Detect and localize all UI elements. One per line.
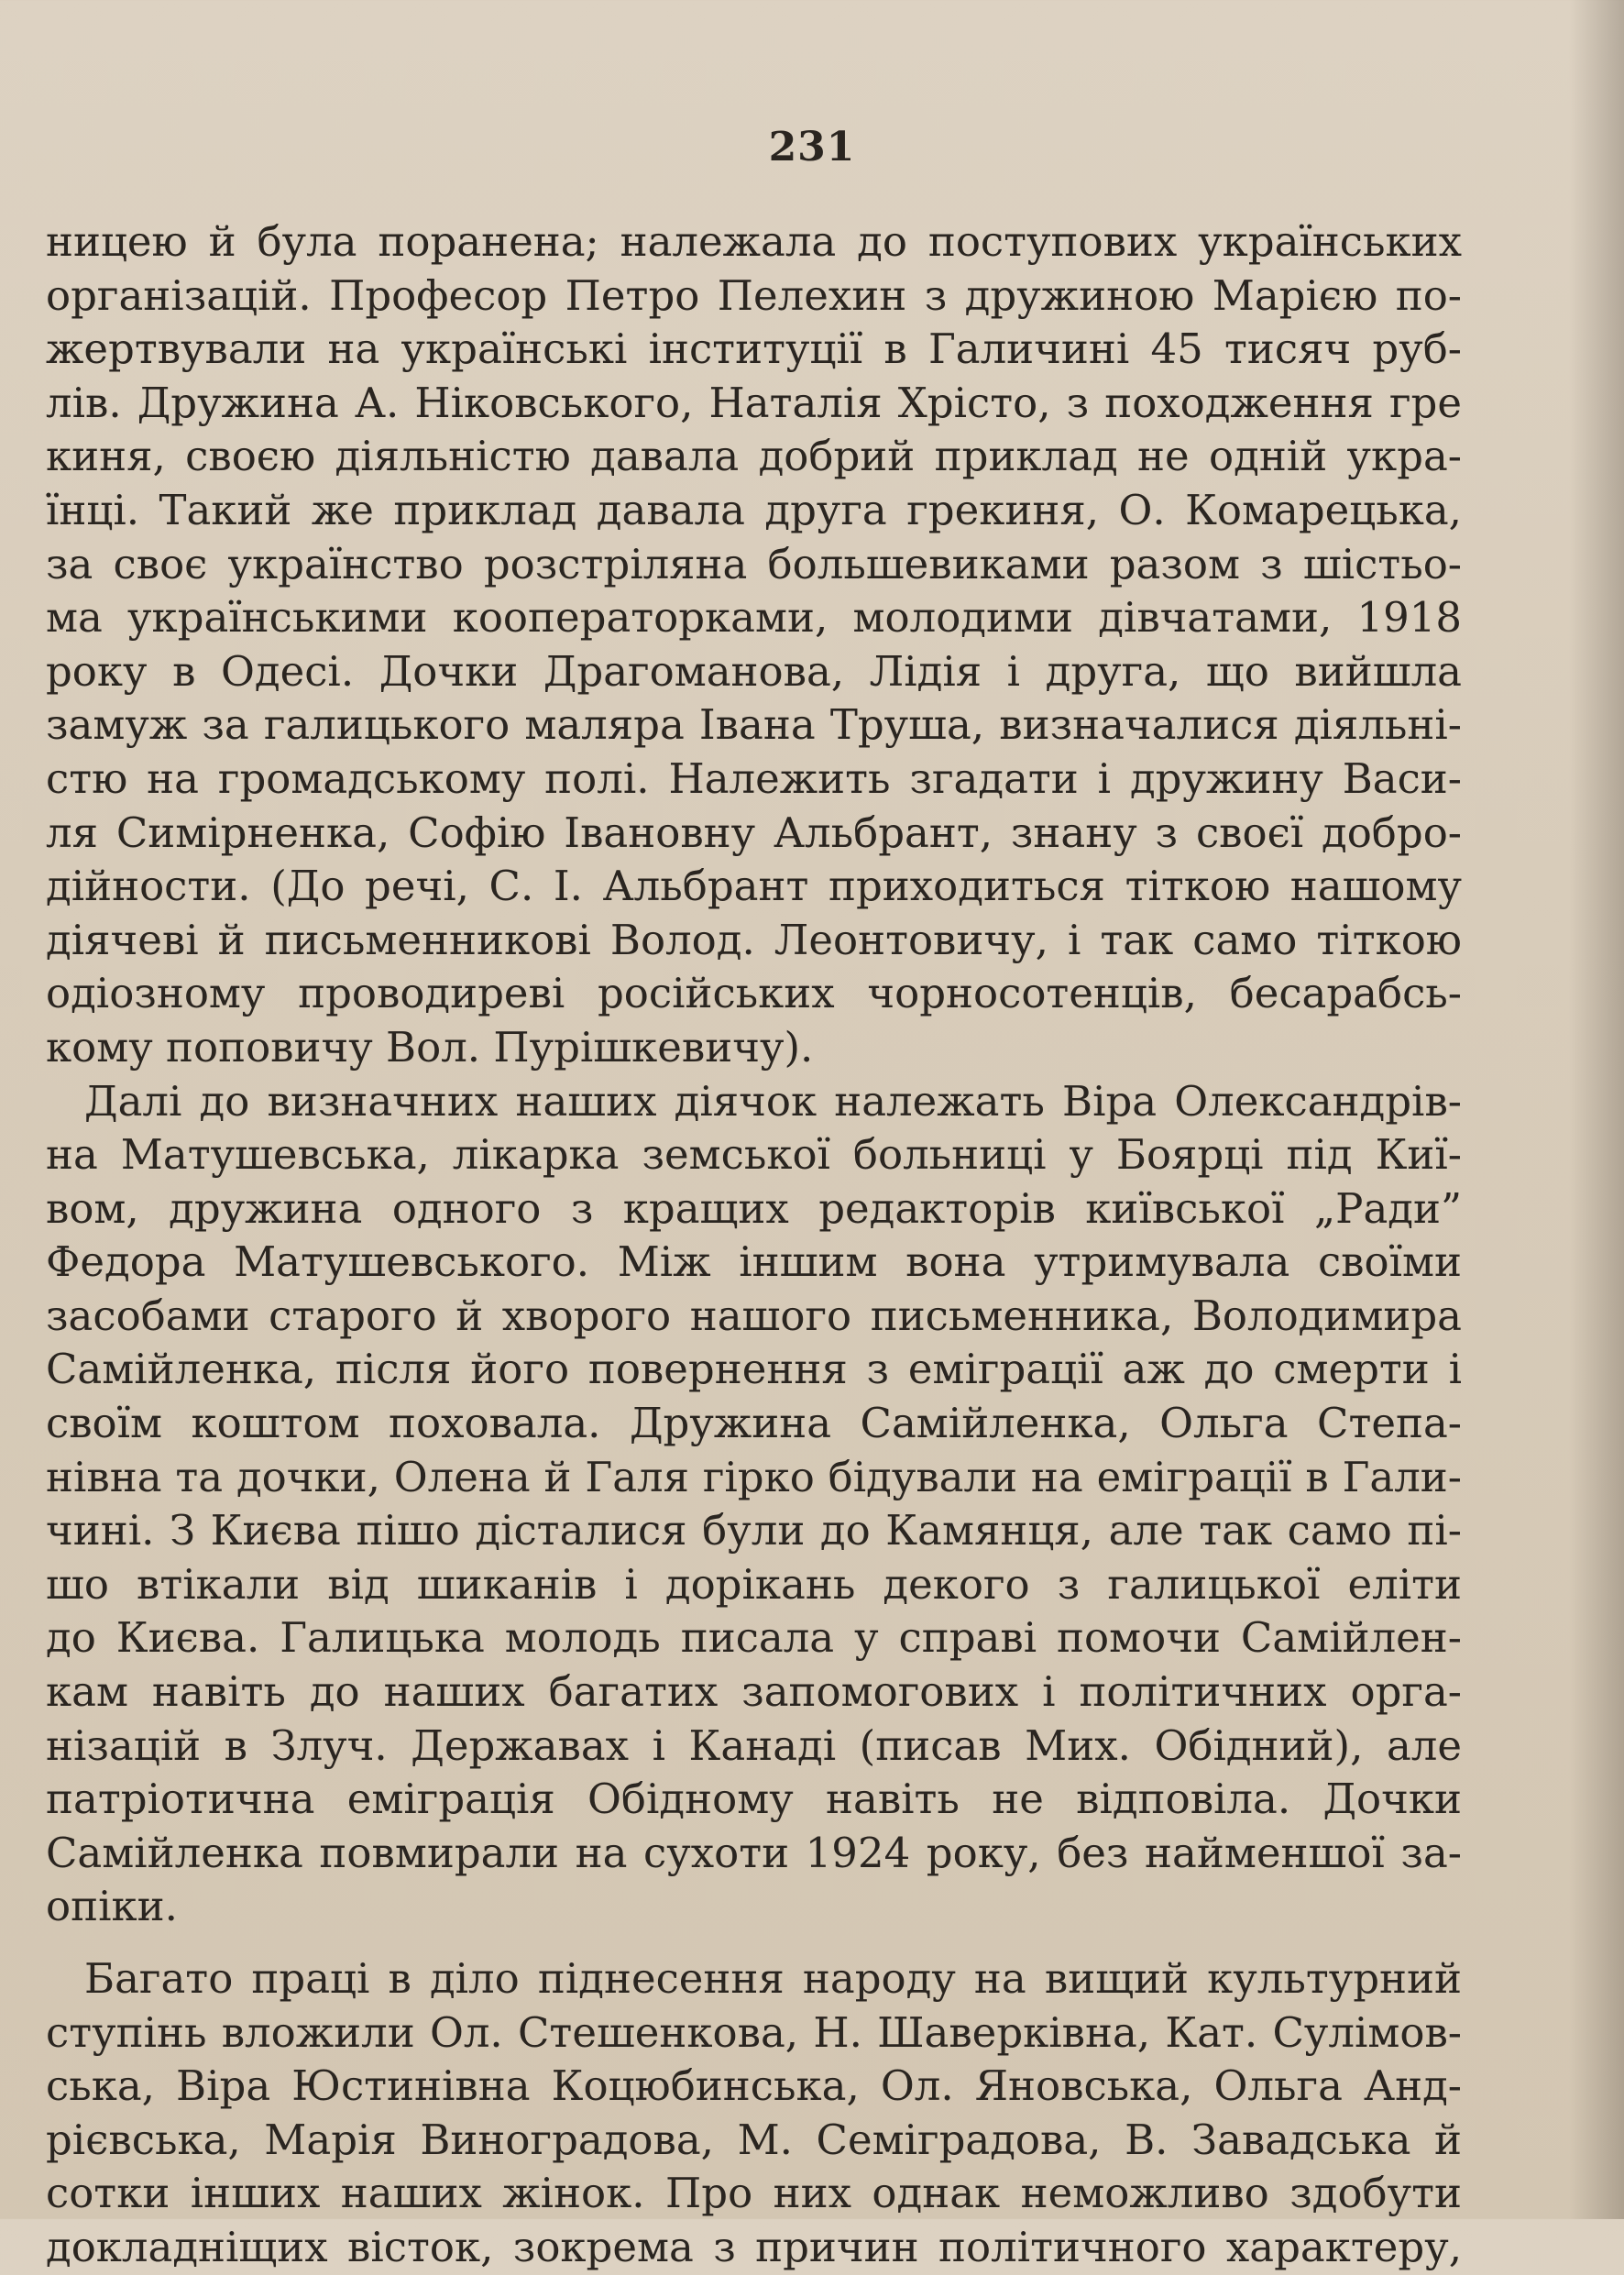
text-line: ступінь вложили Ол. Стешенкова, Н. Шаверківна, Кат. Сулімов- [46,2007,1462,2057]
text-line: за своє українство розстріляна большевиками разом з шістьо- [46,539,1462,588]
text-line: Далі до визначних наших діячок належать Віра Олександрів- [84,1076,1462,1126]
text-line: жертвували на українські інституції в Галичині 45 тисяч руб- [46,324,1462,374]
page-number: 231 [768,124,856,170]
text-line: кому поповичу Вол. Пурішкевичу). [46,1022,814,1072]
text-line: до Києва. Галицька молодь писала у справі помочи Самійлен- [46,1613,1462,1663]
text-line: стю на громадському полі. Належить згадати і дружину Васи- [46,753,1462,803]
text-line: нізацій в Злуч. Державах і Канаді (писав Мих. Обідний), але [46,1720,1462,1770]
paragraph [46,1952,1462,2275]
text-line: їнці. Такий же приклад давала друга грекиня, О. Комарецька, [46,485,1462,534]
text-line: опіки. [46,1882,178,1931]
text-line: Федора Матушевського. Між іншим вона утримувала своїми [46,1237,1462,1287]
text-line: своїм коштом поховала. Дружина Самійленка, Ольга Степа- [46,1399,1462,1448]
paragraph-gap [46,1934,1462,1952]
text-line: засобами старого й хворого нашого письменника, Володимира [46,1291,1462,1340]
text-line: ницею й була поранена; належала до поступових українських [46,217,1462,266]
text-line: діячеві й письменникові Волод. Леонтовичу, і так само тіткою [46,915,1462,964]
text-line: року в Одесі. Дочки Драгоманова, Лідія і друга, що вийшла [46,646,1462,696]
text-line: замуж за галицького маляра Івана Труша, визначалися діяльні- [46,700,1462,750]
text-line: Самійленка повмирали на сухоти 1924 року, без найменшої за- [46,1828,1462,1877]
text-line: лів. Дружина А. Ніковського, Наталія Хрісто, з походження гре [46,378,1462,427]
text-line: киня, своєю діяльністю давала добрий приклад не одній укра- [46,432,1462,481]
text-line: нівна та дочки, Олена й Галя гірко бідували на еміграції в Гали- [46,1452,1462,1501]
text-line: сотки інших наших жінок. Про них однак неможливо здобути [46,2169,1462,2218]
text-line: ма українськими кооператорками, молодими дівчатами, 1918 [46,593,1462,643]
text-line: вом, дружина одного з кращих редакторів київської „Ради” [46,1183,1462,1233]
text-line: на Матушевська, лікарка земської больниці у Боярці під Киї- [46,1130,1462,1180]
text-line: Самійленка, після його повернення з еміграції аж до смерти і [46,1345,1462,1394]
paragraph [46,215,1462,1075]
text-line: шо втікали від шиканів і дорікань декого з галицької еліти [46,1559,1462,1609]
text-line: дійности. (До речі, С. І. Альбрант приходиться тіткою нашому [46,862,1462,911]
text-line: докладніщих вісток, зокрема з причин політичного характеру, [46,2222,1462,2271]
text-line: патріотична еміграція Обідному навіть не відповіла. Дочки [46,1775,1462,1824]
text-line: кам навіть до наших багатих запомогових і політичних орга- [46,1667,1462,1717]
text-line: ля Симірненка, Софію Івановну Альбрант, знану з своєї добро- [46,808,1462,857]
text-line: чині. З Києва пішо дісталися були до Камянця, але так само пі- [46,1506,1462,1555]
text-line: організацій. Професор Петро Пелехин з дружиною Марією по- [46,270,1462,320]
paragraph [46,1075,1462,1935]
body-text [46,215,1462,2275]
text-line: Багато праці в діло піднесення народу на вищий культурний [84,1954,1462,2003]
text-line: рієвська, Марія Виноградова, М. Семіградова, В. Завадська й [46,2115,1462,2164]
text-line: одіозному проводиреві російських чорносотенців, бесарабсь- [46,969,1462,1018]
text-line: ська, Віра Юстинівна Коцюбинська, Ол. Яновська, Ольга Анд- [46,2061,1462,2111]
